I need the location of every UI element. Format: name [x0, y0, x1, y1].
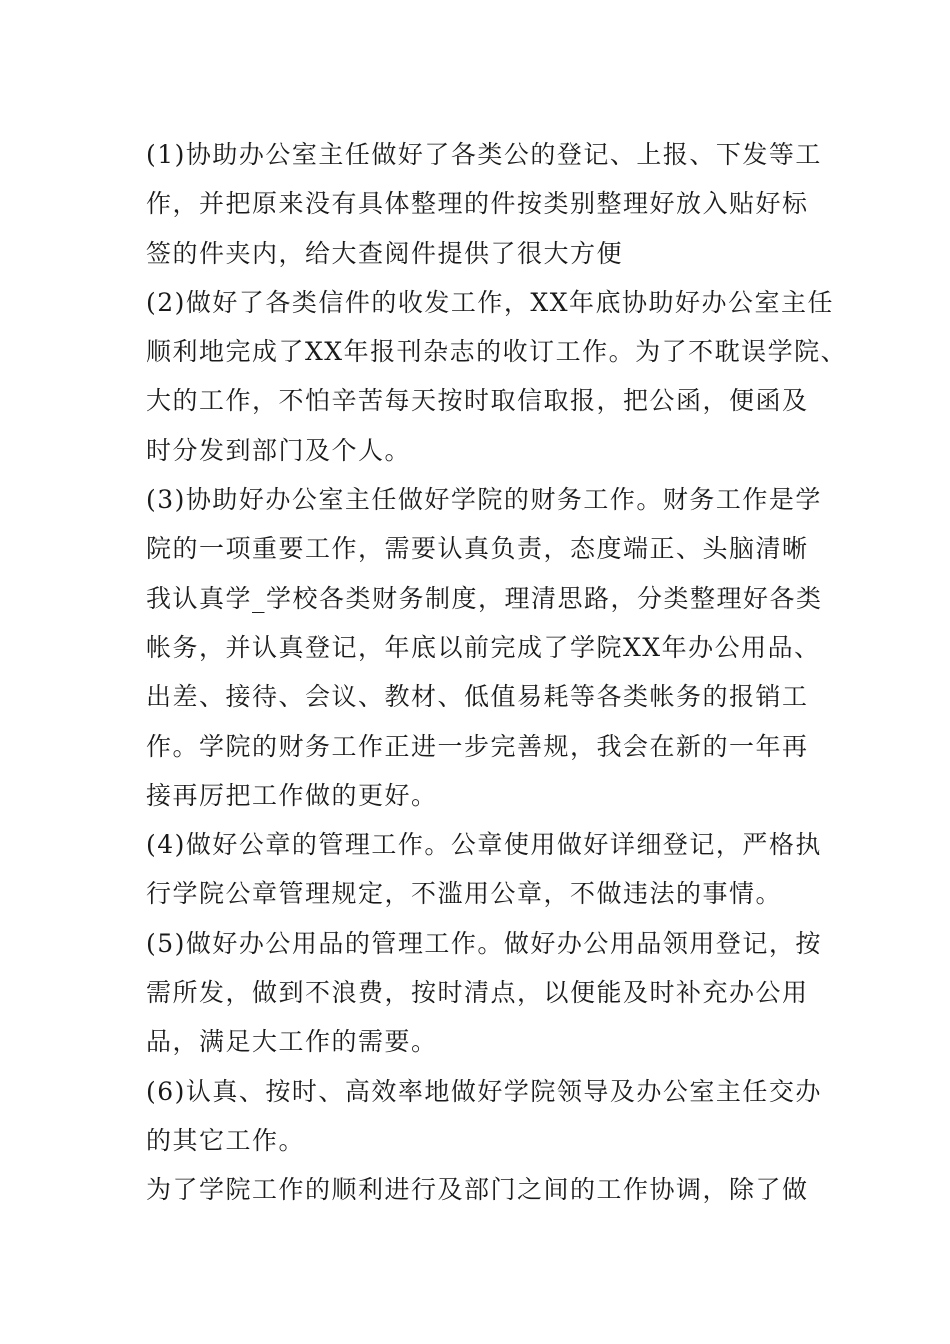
text-line: 的其它工作。: [146, 1125, 306, 1155]
text-line: 时分发到部门及个人。: [146, 435, 412, 465]
text-line: 接再厉把工作做的更好。: [146, 780, 438, 810]
text-line: 品，满足大工作的需要。: [146, 1027, 438, 1057]
text-line: (2)做好了各类信件的收发工作，XX年底协助好办公室主任: [146, 287, 835, 317]
text-line: (1)协助办公室主任做好了各类公的登记、上报、下发等工: [146, 140, 822, 169]
text-line: 行学院公章管理规定，不滥用公章，不做违法的事情。: [146, 879, 783, 909]
document-body: [146, 130, 848, 1215]
text-line: 我认真学_学校各类财务制度，理清思路，分类整理好各类: [146, 583, 823, 613]
text-line: 作，并把原来没有具体整理的件按类别整理好放入贴好标: [146, 189, 809, 219]
text-line: (6)认真、按时、高效率地做好学院领导及办公室主任交办: [146, 1076, 822, 1106]
text-line: 为了学院工作的顺利进行及部门之间的工作协调，除了做: [146, 1175, 809, 1205]
text-line: (3)协助好办公室主任做好学院的财务工作。财务工作是学: [146, 485, 822, 515]
text-line: 需所发，做到不浪费，按时清点，以便能及时补充办公用: [146, 978, 809, 1008]
text-line: 签的件夹内，给大查阅件提供了很大方便: [146, 238, 624, 268]
text-line: 院的一项重要工作，需要认真负责，态度端正、头脑清晰: [146, 534, 809, 564]
text-line: 帐务，并认真登记，年底以前完成了学院XX年办公用品、: [146, 632, 821, 662]
text-line: 作。学院的财务工作正进一步完善规，我会在新的一年再: [146, 731, 809, 761]
text-line: (5)做好办公用品的管理工作。做好办公用品领用登记，按: [146, 928, 822, 958]
text-line: (4)做好公章的管理工作。公章使用做好详细登记，严格执: [146, 830, 822, 860]
text-line: 出差、接待、会议、教材、低值易耗等各类帐务的报销工: [146, 682, 809, 712]
text-line: 顺利地完成了XX年报刊杂志的收订工作。为了不耽误学院、: [146, 337, 848, 367]
text-line: 大的工作，不怕辛苦每天按时取信取报，把公函，便函及: [146, 386, 809, 416]
